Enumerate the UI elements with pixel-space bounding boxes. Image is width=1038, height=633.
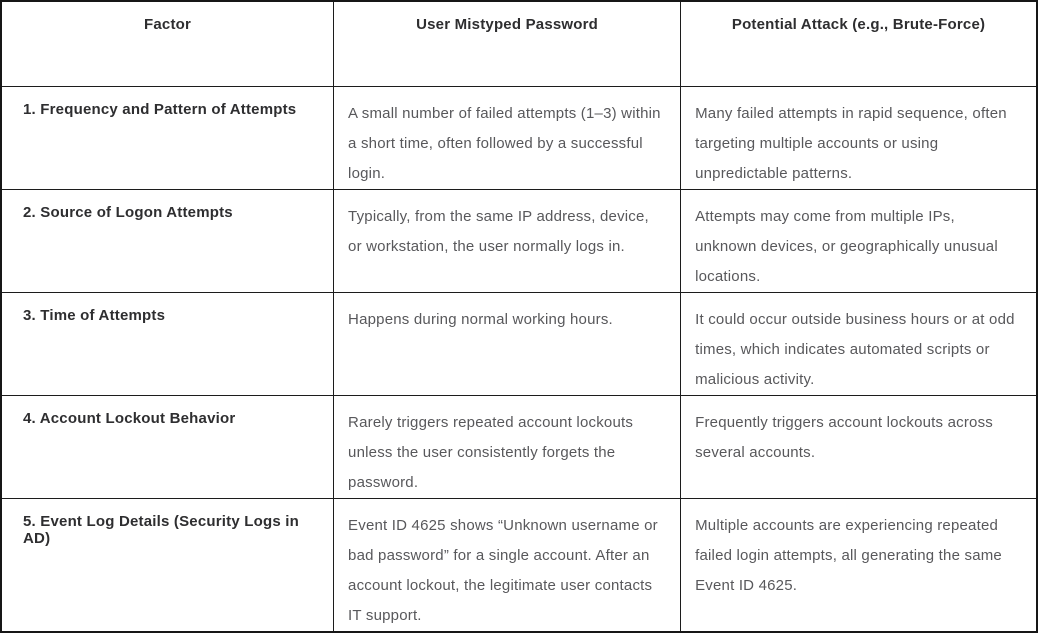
header-row (1, 1, 1037, 86)
table-row (1, 292, 1037, 395)
factor-cell: 4. Account Lockout Behavior (1, 395, 334, 498)
factor-cell: 2. Source of Logon Attempts (1, 189, 334, 292)
attack-cell: Many failed attempts in rapid sequence, often targeting multiple accounts or using unpredictable patterns. (681, 86, 1037, 189)
factor-cell: 3. Time of Attempts (1, 292, 334, 395)
factor-cell: 1. Frequency and Pattern of Attempts (1, 86, 334, 189)
column-header-factor: Factor (1, 1, 334, 86)
attack-cell: Frequently triggers account lockouts across several accounts. (681, 395, 1037, 498)
column-header-user-mistyped-password: User Mistyped Password (334, 1, 681, 86)
attack-cell: It could occur outside business hours or at odd times, which indicates automated scripts or malicious activity. (681, 292, 1037, 395)
mistyped-cell: Typically, from the same IP address, device, or workstation, the user normally logs in. (334, 189, 681, 292)
table-row (1, 498, 1037, 632)
factor-cell: 5. Event Log Details (Security Logs in AD) (1, 498, 334, 632)
attack-cell: Attempts may come from multiple IPs, unknown devices, or geographically unusual locations. (681, 189, 1037, 292)
mistyped-cell: A small number of failed attempts (1–3) within a short time, often followed by a successful login. (334, 86, 681, 189)
attack-cell: Multiple accounts are experiencing repeated failed login attempts, all generating the same Event ID 4625. (681, 498, 1037, 632)
mistyped-cell: Event ID 4625 shows “Unknown username or bad password” for a single account. After an account lockout, the legitimate user contacts IT support. (334, 498, 681, 632)
mistyped-cell: Happens during normal working hours. (334, 292, 681, 395)
column-header-potential-attack: Potential Attack (e.g., Brute-Force) (681, 1, 1037, 86)
table-row (1, 86, 1037, 189)
table-row (1, 395, 1037, 498)
mistyped-cell: Rarely triggers repeated account lockouts unless the user consistently forgets the password. (334, 395, 681, 498)
table-row (1, 189, 1037, 292)
